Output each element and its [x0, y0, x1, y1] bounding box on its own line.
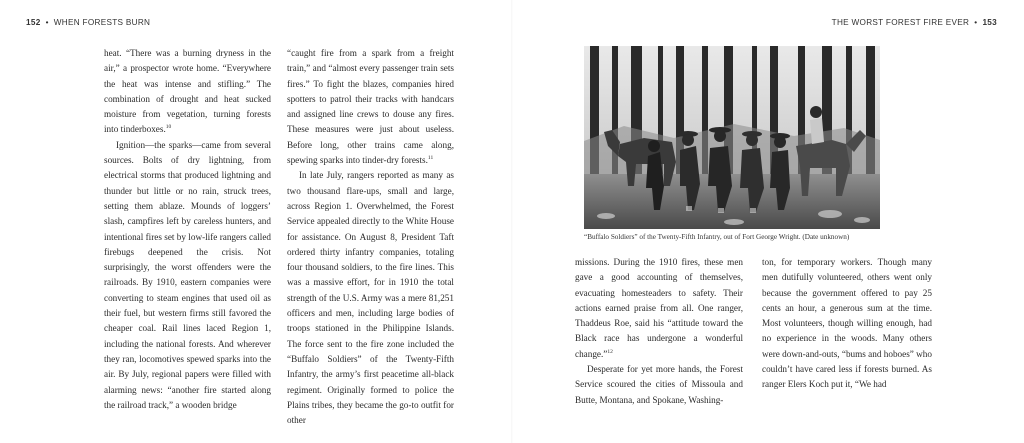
running-head-title: WHEN FORESTS BURN	[53, 18, 151, 27]
paragraph	[104, 46, 271, 138]
paragraph	[287, 168, 454, 428]
paragraph-text: heat. “There was a burning dryness in the air,” a prospector wrote home. “Everywhere the heat was intense and stifling.” The combination of drought and heat sucked moisture from vegetation, turning forests into tinderboxes.	[104, 48, 271, 135]
text-column	[575, 255, 743, 408]
footnote-marker: 10	[165, 124, 172, 131]
separator-dot: •	[974, 18, 978, 27]
paragraph-text: Desperate for yet more hands, the Forest Service scoured the cities of Missoula and Butte, Montana, and Spokane, Washing-	[575, 364, 743, 405]
historical-photo	[584, 46, 880, 229]
running-head-left	[26, 18, 150, 27]
paragraph	[762, 255, 932, 393]
soldiers-photo-illustration	[584, 46, 880, 229]
paragraph-text: Ignition—the sparks—came from several sources. Bolts of dry lightning, from electrical storms that produced lightning and thunder but little or no rain, struck trees, setting them ablaze. Mounds of loggers’ slash, campfires left by careless hunters, and intentional fires set by low-life rangers called firebugs deepened the crisis. Not surprisingly, the worst offenders were the railroads. By 1910, eastern companies were converting to steam engines that used oil as their fuel, but western firms still favored the cheaper coal. Rail lines laced Region 1, including the national forests. And wherever they ran, locomotives spewed sparks into the air. By July, regional papers were filled with alarming news: “another fire started along the railroad track,” a wooden bridge	[104, 139, 271, 410]
paragraph	[575, 255, 743, 362]
running-head-title: THE WORST FOREST FIRE EVER	[831, 18, 970, 27]
paragraph-text: In late July, rangers reported as many as two thousand flare-ups, small and large, across Region 1. Overwhelmed, the Forest Service appealed directly to the White House for assistance. On August 8, President Taft ordered thirty infantry companies, totaling four thousand soldiers, to the fire lines. This was a massive effort, for in 1910 the total strength of the U.S. Army was a mere 81,251 officers and men, including large bodies of troops stationed in the Philippine Islands. The force sent to the fire zone included the “Buffalo Soldiers” of the Twenty-Fifth Infantry, the army’s first peacetime all-black regiment. Originally formed to police the Plains tribes, they became the go-to outfit for other	[287, 170, 454, 426]
text-column	[104, 46, 271, 413]
paragraph-text: missions. During the 1910 fires, these men gave a good accounting of themselves, evacuating homesteaders to safety. Their actions earned praise from all. One ranger, Thaddeus Roe, said his “attitude toward the Black race has undergone a wonderful change.”	[575, 257, 743, 359]
paragraph	[104, 138, 271, 413]
right-page	[512, 0, 1024, 443]
paragraph-text: “caught fire from a spark from a freight train,” and “almost every passenger train sets fires.” To fight the blazes, companies hired spotters to patrol their tracks with handcars and assigned line crews to douse any fires. These measures were just about useless. Before long, other trains came along, spewing sparks into tinder-dry forests.	[287, 48, 454, 166]
page-number: 153	[982, 18, 997, 27]
footnote-marker: 12	[607, 348, 613, 355]
separator-dot: •	[45, 18, 49, 27]
paragraph	[287, 46, 454, 168]
photo-caption: “Buffalo Soldiers” of the Twenty-Fifth Infantry, out of Fort George Wright. (Date unknown)	[584, 233, 850, 241]
text-column	[762, 255, 932, 393]
footnote-marker: 11	[427, 155, 434, 162]
paragraph	[575, 362, 743, 408]
running-head-right	[832, 18, 997, 27]
page-number: 152	[26, 18, 41, 27]
text-column	[287, 46, 454, 428]
paragraph-text: ton, for temporary workers. Though many men dutifully volunteered, others went only because the government offered to pay 25 cents an hour, a generous sum at the time. Most volunteers, though willing enough, had no experience in the woods. Many others were down-and-outs, “bums and hoboes” who couldn’t have cared less if forests burned. As ranger Elers Koch put it, “We had	[762, 257, 932, 390]
